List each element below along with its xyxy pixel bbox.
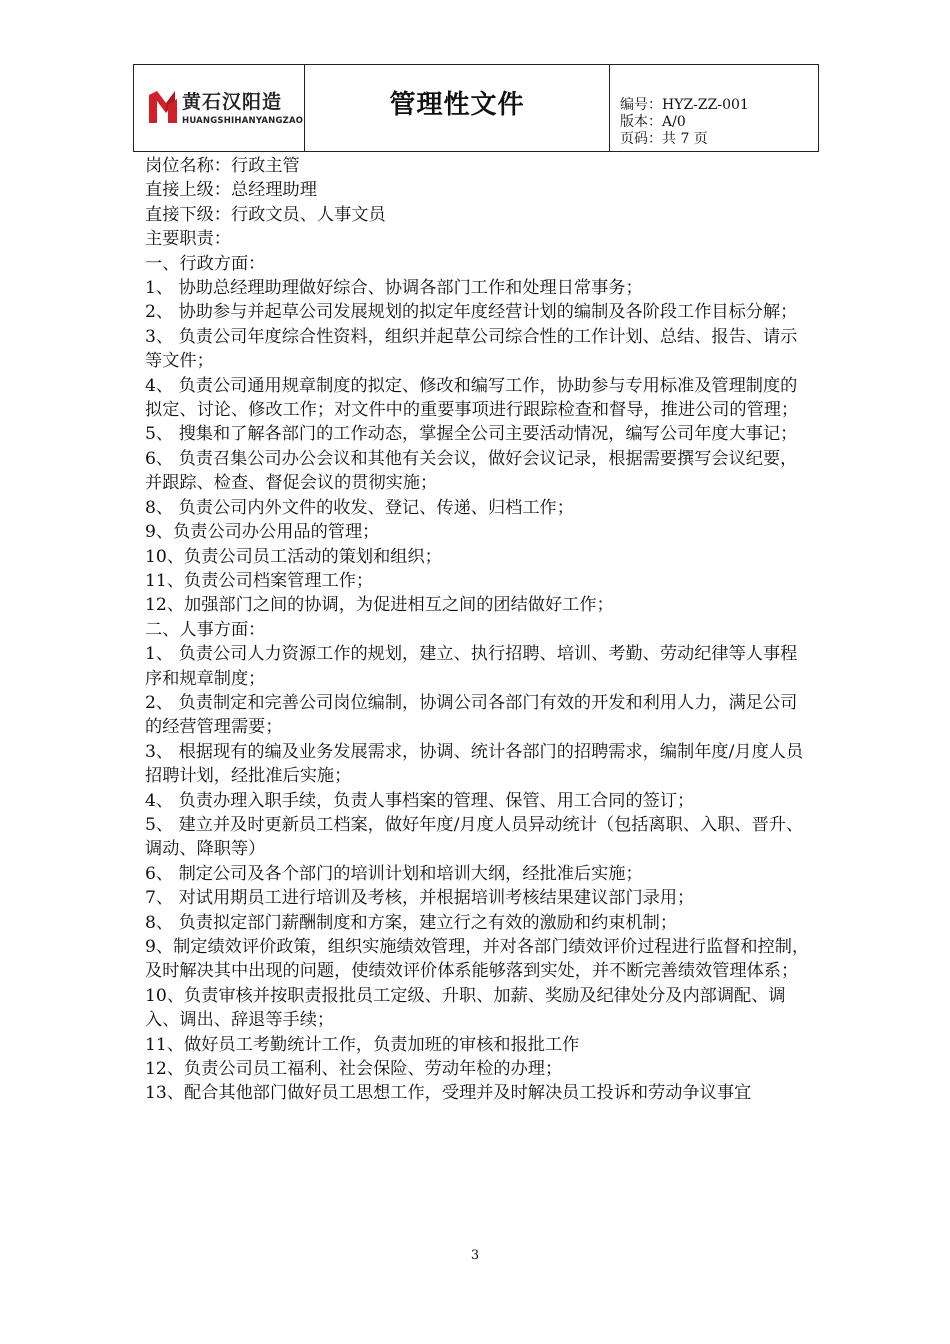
body-line: 5、 建立并及时更新员工档案，做好年度/月度人员异动统计（包括离职、入职、晋升、调动、降职等）	[145, 814, 804, 860]
body-line: 4、 负责办理入职手续，负责人事档案的管理、保管、用工合同的签订；	[145, 790, 695, 811]
logo-english-name: HUANGSHIHANYANGZAO	[182, 116, 304, 126]
doc-number: 编号：HYZ-ZZ-001	[620, 97, 749, 113]
document-title: 管理性文件	[389, 89, 525, 120]
body-line: 9、制定绩效评价政策，组织实施绩效管理，并对各部门绩效评价过程进行监督和控制，及时解决其中出现的问题，使绩效评价体系能够落到实处，并不断完善绩效管理体系；	[145, 937, 810, 982]
body-line: 3、 根据现有的编及业务发展需求，协调、统计各部门的招聘需求，编制年度/月度人员招聘计划，经批准后实施；	[145, 741, 804, 787]
document-body	[145, 154, 811, 1106]
body-line: 6、 制定公司及各个部门的培训计划和培训大纲，经批准后实施；	[145, 863, 643, 884]
body-line: 8、 负责公司内外文件的收发、登记、传递、归档工作；	[145, 497, 574, 518]
body-line: 直接上级：总经理助理	[145, 180, 317, 201]
body-line: 11、负责公司档案管理工作；	[145, 570, 374, 591]
body-line: 9、负责公司办公用品的管理；	[145, 522, 380, 543]
doc-version: 版本：A/0	[620, 114, 686, 130]
body-line: 4、 负责公司通用规章制度的拟定、修改和编写工作，协助参与专用标准及管理制度的拟定、讨论、修改工作；对文件中的重要事项进行跟踪检查和督导，推进公司的管理；	[145, 375, 799, 421]
body-line: 8、 负责拟定部门薪酬制度和方案，建立行之有效的激励和约束机制；	[145, 912, 678, 933]
company-logo-icon	[146, 87, 180, 127]
section-heading: 一、行政方面：	[145, 253, 266, 274]
page-number: 3	[470, 1248, 480, 1263]
body-line: 直接下级：行政文员、人事文员	[145, 204, 386, 225]
body-line: 主要职责：	[145, 229, 231, 250]
body-line: 5、 搜集和了解各部门的工作动态，掌握全公司主要活动情况，编写公司年度大事记；	[145, 424, 798, 445]
body-line: 1、 负责公司人力资源工作的规划，建立、执行招聘、培训、考勤、劳动纪律等人事程序和规章制度；	[145, 644, 798, 689]
meta-cell	[610, 65, 818, 151]
logo-chinese-name: 黄石汉阳造	[182, 91, 283, 113]
body-line: 12、负责公司员工福利、社会保险、劳动年检的办理；	[145, 1059, 563, 1080]
doc-page-info: 页码：共 7 页	[620, 131, 708, 147]
logo-cell	[134, 65, 305, 151]
body-line: 13、配合其他部门做好员工思想工作，受理并及时解决员工投诉和劳动争议事宜	[145, 1083, 752, 1104]
body-line: 10、负责审核并按职责报批员工定级、升职、加薪、奖励及纪律处分及内部调配、调入、调出、辞退等手续；	[145, 985, 786, 1031]
body-line: 岗位名称：行政主管	[145, 156, 300, 176]
document-header	[133, 64, 819, 152]
body-line: 6、 负责召集公司办公会议和其他有关会议，做好会议记录，根据需要撰写会议纪要，并跟踪、检查、督促会议的贯彻实施；	[145, 448, 798, 494]
section-heading: 二、人事方面：	[145, 619, 266, 640]
body-line: 2、 协助参与并起草公司发展规划的拟定年度经营计划的编制及各阶段工作目标分解；	[145, 302, 798, 323]
body-line: 7、 对试用期员工进行培训及考核，并根据培训考核结果建议部门录用；	[145, 888, 695, 909]
body-line: 11、做好员工考勤统计工作，负责加班的审核和报批工作	[145, 1034, 580, 1055]
body-line: 12、加强部门之间的协调，为促进相互之间的团结做好工作；	[145, 595, 614, 616]
body-line: 10、负责公司员工活动的策划和组织；	[145, 546, 442, 567]
body-line: 3、 负责公司年度综合性资料，组织并起草公司综合性的工作计划、总结、报告、请示等文件；	[145, 326, 798, 372]
body-line: 2、 负责制定和完善公司岗位编制，协调公司各部门有效的开发和利用人力，满足公司的经营管理需要；	[145, 692, 798, 738]
title-cell	[305, 65, 610, 151]
body-line: 1、 协助总经理助理做好综合、协调各部门工作和处理日常事务；	[145, 278, 643, 299]
